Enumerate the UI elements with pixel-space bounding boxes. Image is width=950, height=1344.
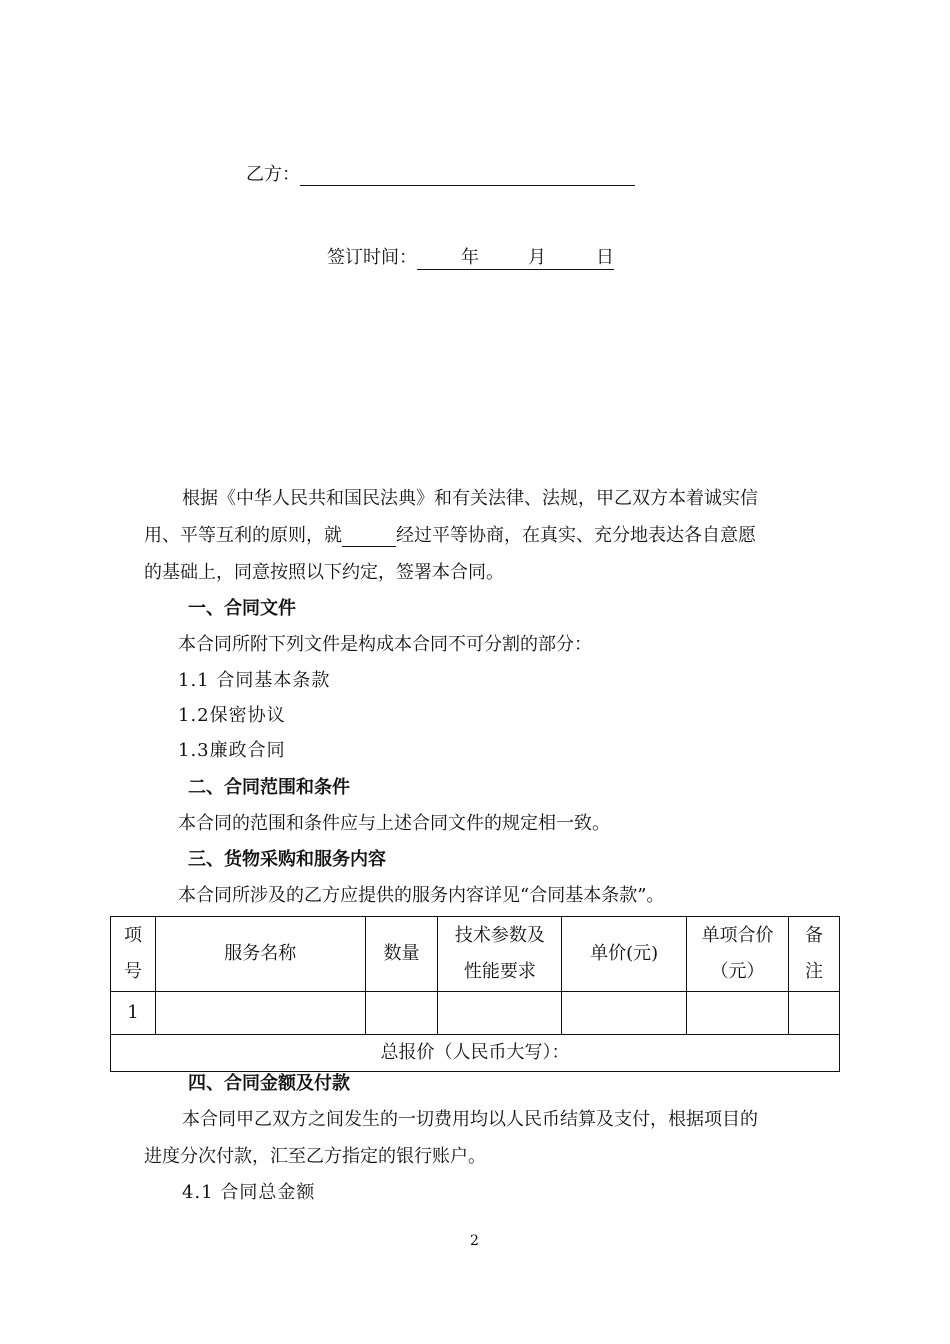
header-subtotal: 单项合价 （元） <box>687 917 789 992</box>
sign-date-label: 签订时间： <box>327 247 417 268</box>
day-label: 日 <box>596 247 614 268</box>
section-3-text: 本合同所涉及的乙方应提供的服务内容详见“合同基本条款”。 <box>178 885 665 906</box>
section-4-line-2: 进度分次付款，汇至乙方指定的银行账户。 <box>144 1146 486 1167</box>
party-b-label: 乙方： <box>246 164 300 185</box>
row-quantity-cell[interactable] <box>365 992 438 1035</box>
section-1-title: 一、合同文件 <box>188 598 296 619</box>
total-price-label: 总报价（人民币大写）： <box>111 1035 840 1072</box>
header-tech-params: 技术参数及 性能要求 <box>438 917 562 992</box>
party-b-blank[interactable] <box>300 165 635 186</box>
section-4-title: 四、合同金额及付款 <box>188 1073 350 1094</box>
section-1-text: 本合同所附下列文件是构成本合同不可分割的部分： <box>178 634 592 655</box>
year-label: 年 <box>461 247 479 268</box>
project-name-blank[interactable] <box>342 526 396 547</box>
row-unit-price-cell[interactable] <box>562 992 687 1035</box>
header-unit-price: 单价(元) <box>562 917 687 992</box>
row-subtotal-cell[interactable] <box>687 992 789 1035</box>
intro-line-2 <box>144 525 756 547</box>
party-b-line <box>246 164 635 186</box>
page-number: 2 <box>470 1233 479 1249</box>
row-service-name-cell[interactable] <box>155 992 365 1035</box>
intro-line-2-a: 用、平等互利的原则，就 <box>144 525 342 546</box>
service-table <box>110 916 840 1072</box>
header-remark: 备 注 <box>789 917 840 992</box>
section-1-item-3: 1.3廉政合同 <box>178 740 286 761</box>
header-quantity: 数量 <box>365 917 438 992</box>
table-total-row <box>111 1035 840 1072</box>
row-item-no: 1 <box>111 992 156 1035</box>
section-4-line-1: 本合同甲乙双方之间发生的一切费用均以人民币结算及支付，根据项目的 <box>182 1109 758 1130</box>
section-2-title: 二、合同范围和条件 <box>188 777 350 798</box>
section-1-item-1: 1.1 合同基本条款 <box>178 670 331 691</box>
section-2-text: 本合同的范围和条件应与上述合同文件的规定相一致。 <box>178 813 610 834</box>
header-service-name: 服务名称 <box>155 917 365 992</box>
month-label: 月 <box>528 247 546 268</box>
row-remark-cell[interactable] <box>789 992 840 1035</box>
header-item-no: 项 号 <box>111 917 156 992</box>
section-1-item-2: 1.2保密协议 <box>178 705 286 726</box>
row-tech-params-cell[interactable] <box>438 992 562 1035</box>
sign-date-blank[interactable] <box>417 247 614 270</box>
sign-date-line <box>327 247 614 270</box>
intro-line-2-b: 经过平等协商，在真实、充分地表达各自意愿 <box>396 525 756 546</box>
section-3-title: 三、货物采购和服务内容 <box>188 849 386 870</box>
intro-line-1: 根据《中华人民共和国民法典》和有关法律、法规，甲乙双方本着诚实信 <box>182 488 758 509</box>
section-4-sub-1: 4.1 合同总金额 <box>182 1182 316 1203</box>
table-row <box>111 992 840 1035</box>
table-header-row <box>111 917 840 992</box>
intro-line-3: 的基础上，同意按照以下约定，签署本合同。 <box>144 562 504 583</box>
